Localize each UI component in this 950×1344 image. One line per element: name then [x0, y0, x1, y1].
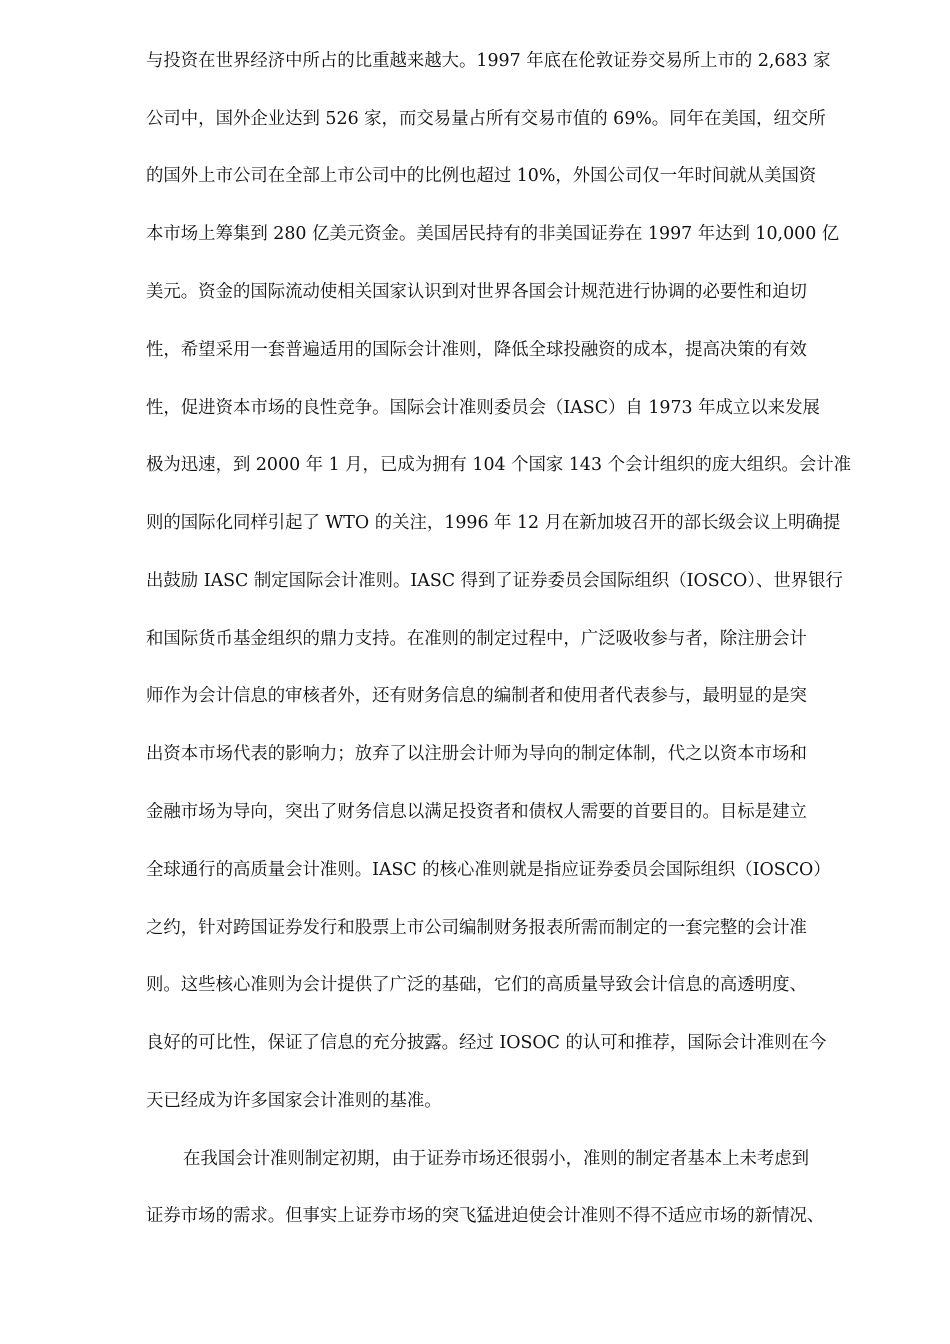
text-line-12: 师作为会计信息的审核者外，还有财务信息的编制者和使用者代表参与，最明显的是突 [146, 686, 807, 706]
text-line-8: 极为迅速，到 2000 年 1 月，已成为拥有 104 个国家 143 个会计组织的庞大组织。会计准 [146, 455, 852, 475]
text-line-7: 性，促进资本市场的良性竞争。国际会计准则委员会（IASC）自 1973 年成立以来发展 [146, 398, 820, 418]
text-line-20: 在我国会计准则制定初期，由于证券市场还很弱小，准则的制定者基本上未考虑到 [183, 1149, 810, 1169]
text-line-19: 天已经成为许多国家会计准则的基准。 [146, 1091, 442, 1111]
text-line-3: 的国外上市公司在全部上市公司中的比例也超过 10%，外国公司仅一年时间就从美国资 [146, 166, 817, 186]
text-line-13: 出资本市场代表的影响力；放弃了以注册会计师为导向的制定体制，代之以资本市场和 [146, 744, 807, 764]
text-line-17: 则。这些核心准则为会计提供了广泛的基础，它们的高质量导致会计信息的高透明度、 [146, 975, 807, 995]
text-line-10: 出鼓励 IASC 制定国际会计准则。IASC 得到了证券委员会国际组织（IOSCO）、世界银行 [146, 571, 843, 591]
text-line-5: 美元。资金的国际流动使相关国家认识到对世界各国会计规范进行协调的必要性和迫切 [146, 282, 807, 302]
text-line-6: 性，希望采用一套普遍适用的国际会计准则，降低全球投融资的成本，提高决策的有效 [146, 340, 807, 360]
text-line-9: 则的国际化同样引起了 WTO 的关注，1996 年 12 月在新加坡召开的部长级会议上明确提 [146, 513, 841, 533]
text-line-14: 金融市场为导向，突出了财务信息以满足投资者和债权人需要的首要目的。目标是建立 [146, 802, 807, 822]
text-line-1: 与投资在世界经济中所占的比重越来越大。1997 年底在伦敦证券交易所上市的 2,683 家 [146, 51, 831, 71]
text-line-2: 公司中，国外企业达到 526 家，而交易量占所有交易市值的 69%。同年在美国，纽交所 [146, 109, 826, 129]
text-line-18: 良好的可比性，保证了信息的充分披露。经过 IOSOC 的认可和推荐，国际会计准则在今 [146, 1033, 827, 1053]
text-line-21: 证券市场的需求。但事实上证券市场的突飞猛进迫使会计准则不得不适应市场的新情况、 [146, 1206, 825, 1226]
text-line-15: 全球通行的高质量会计准则。IASC 的核心准则就是指应证券委员会国际组织（IOSCO） [146, 860, 831, 880]
text-line-16: 之约，针对跨国证券发行和股票上市公司编制财务报表所需而制定的一套完整的会计准 [146, 918, 807, 938]
text-line-11: 和国际货币基金组织的鼎力支持。在准则的制定过程中，广泛吸收参与者，除注册会计 [146, 629, 807, 649]
text-line-4: 本市场上筹集到 280 亿美元资金。美国居民持有的非美国证券在 1997 年达到 10,000 亿 [146, 224, 840, 244]
